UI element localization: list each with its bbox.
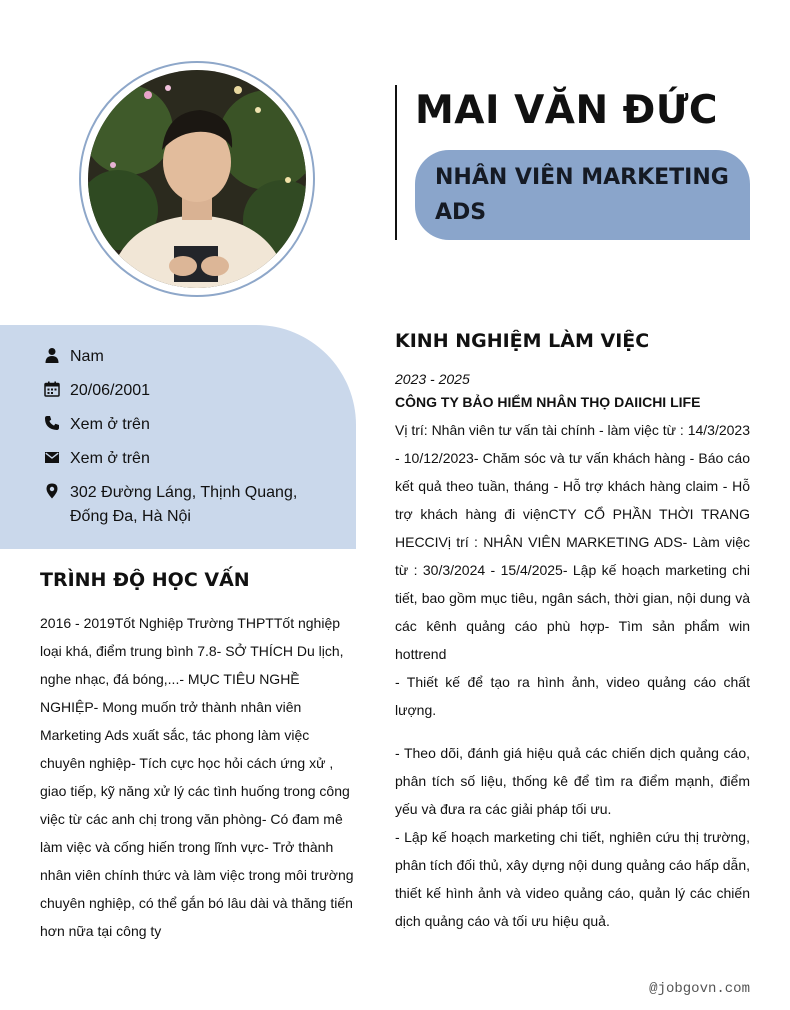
contact-phone — [44, 413, 150, 437]
avatar — [88, 70, 306, 288]
contact-gender-text: Nam — [70, 348, 104, 365]
contact-email-text: Xem ở trên — [70, 450, 150, 467]
header-accent-line — [395, 85, 397, 240]
education-heading: TRÌNH ĐỘ HỌC VẤN — [40, 569, 250, 591]
job-title-badge — [415, 150, 750, 240]
contact-phone-text: Xem ở trên — [70, 416, 150, 433]
person-icon — [44, 347, 60, 363]
candidate-name: MAI VĂN ĐỨC — [415, 88, 719, 133]
contact-address — [44, 481, 304, 529]
experience-company: CÔNG TY BẢO HIỂM NHÂN THỌ DAIICHI LIFE — [395, 394, 701, 410]
job-title: NHÂN VIÊN MARKETING ADS — [435, 165, 729, 225]
phone-icon — [44, 415, 60, 431]
experience-heading: KINH NGHIỆM LÀM VIỆC — [395, 330, 650, 352]
experience-paragraph: Vị trí: Nhân viên tư vấn tài chính - làm việc từ : 14/3/2023 - 10/12/2023- Chăm sóc và tư vấn khách hàng - Báo cáo kết quả theo tuần, tháng - Hỗ trợ khách hàng claim - Hỗ trợ khách hàng đi việnCTY CỔ PHẦN THỜI TRANG HECCIVị trí : NHÂN VIÊN MARKETING ADS- Làm việc từ : 30/3/2024 - 15/4/2025- Lập kế hoạch marketing chi tiết, bao gồm mục tiêu, ngân sách, thời gian, nội dung và các kênh quảng cáo phù hợp- Tìm sản phẩm win hottrend — [395, 422, 750, 662]
contact-birthdate-text: 20/06/2001 — [70, 382, 151, 399]
experience-paragraph: - Thiết kế để tạo ra hình ảnh, video quảng cáo chất lượng. — [395, 674, 750, 718]
experience-paragraph: - Lập kế hoạch marketing chi tiết, nghiên cứu thị trường, phân tích đối thủ, xây dựng nội dung quảng cáo hấp dẫn, thiết kế hình ảnh và video quảng cáo, quản lý các chiến dịch quảng cáo và tối ưu hiệu quả. — [395, 829, 750, 929]
footer-watermark: @jobgovn.com — [649, 981, 750, 997]
contact-birthdate — [44, 379, 150, 403]
avatar-frame — [79, 61, 315, 297]
contact-address-text: 302 Đường Láng, Thịnh Quang, Đống Đa, Hà Nội — [70, 484, 298, 525]
location-icon — [44, 483, 60, 499]
contact-gender — [44, 345, 104, 369]
contact-email — [44, 447, 150, 471]
experience-date: 2023 - 2025 — [395, 371, 470, 387]
calendar-icon — [44, 381, 60, 397]
experience-paragraph: - Theo dõi, đánh giá hiệu quả các chiến dịch quảng cáo, phân tích số liệu, thống kê để tìm ra điểm mạnh, điểm yếu và đưa ra các giải pháp tối ưu. — [395, 745, 750, 817]
avatar-photo — [88, 70, 306, 288]
education-text: 2016 - 2019Tốt Nghiệp Trường THPTTốt nghiệp loại khá, điểm trung bình 7.8- SỞ THÍCH Du lịch, nghe nhạc, đá bóng,...- MỤC TIÊU NGHỀ NGHIỆP- Mong muốn trở thành nhân viên Marketing Ads xuất sắc, tác phong làm việc chuyên nghiệp- Tích cực học hỏi cách ứng xử , giao tiếp, kỹ năng xử lý các tình huống trong công việc từ các anh chị trong văn phòng- Có đam mê làm việc và cống hiến trong lĩnh vực- Trở thành nhân viên chính thức và làm việc trong môi trường chuyên nghiệp, có thể gắn bó lâu dài và thăng tiến hơn nữa tại công ty — [40, 615, 354, 939]
mail-icon — [44, 449, 60, 465]
experience-description — [395, 416, 750, 935]
